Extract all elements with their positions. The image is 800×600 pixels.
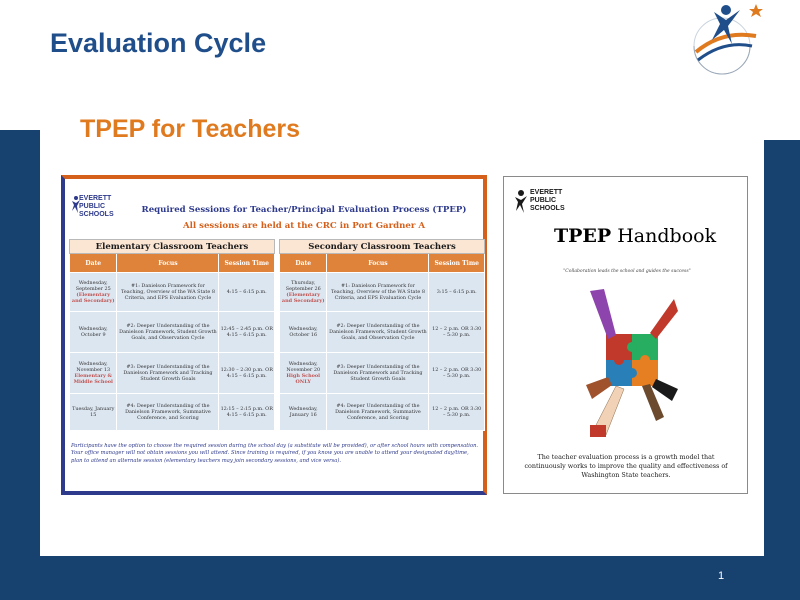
table-row: Wednesday, January 16 #4: Deeper Understanding of the Danielson Framework, Summative Conference, and Scoring 12 – 2 p.m. OR 3:30 – 5:30 p.m. [280,394,485,431]
school-logo-icon [514,189,528,215]
schedule-location: All sessions are held at the CRC in Port Gardner A [182,221,426,231]
district-logo-icon [686,0,772,80]
elementary-sessions-table [69,239,275,431]
handbook-description: The teacher evaluation process is a growth model that continuously works to improve the quality and effectiveness of Washington State teachers. [524,453,728,479]
page-title: Evaluation Cycle [50,28,267,58]
column-header: Focus [117,254,219,273]
table-heading: Elementary Classroom Teachers [70,240,275,254]
tpep-handbook-cover [503,176,748,494]
page-number: 1 [718,570,725,582]
session-schedule-document [61,175,487,495]
school-logo-text: EVERETT PUBLIC SCHOOLS [79,195,114,218]
table-row: Tuesday, January 15 #4: Deeper Understanding of the Danielson Framework, Summative Conference, and Scoring 12:15 – 2:15 p.m. OR 4:15 – 6:15 p.m. [70,394,275,431]
handbook-quote: "Collaboration leads the school and guides the success" [563,269,691,274]
column-header: Session Time [219,254,275,273]
school-logo-text: EVERETT PUBLIC SCHOOLS [530,189,565,212]
puzzle-hands-illustration-icon [586,289,678,439]
table-row: Thursday, September 26 (Elementary and Secondary) #1: Danielson Framework for Teaching, Overview of the WA State 8 Criteria, and EPS Evaluation Cycle 3:15 – 6:15 p.m. [280,273,485,312]
column-header: Date [70,254,117,273]
table-row: Wednesday, October 16 #2: Deeper Understanding of the Danielson Framework, Student Growth Goals, and Observation Cycle 12 – 2 p.m. OR 3:30 – 5:30 p.m. [280,312,485,353]
column-header: Date [280,254,327,273]
table-heading: Secondary Classroom Teachers [280,240,485,254]
schedule-title: Required Sessions for Teacher/Principal Evaluation Process (TPEP) [141,205,467,215]
handbook-title: TPEP Handbook [554,225,717,247]
table-row: Wednesday, November 20 High School ONLY #3: Deeper Understanding of the Danielson Framework and Tracking Student Growth Goals 12 – 2 p.m. OR 3:30 – 5:30 p.m. [280,353,485,394]
secondary-sessions-table [279,239,485,431]
table-row: Wednesday, October 9 #2: Deeper Understanding of the Danielson Framework, Student Growth Goals, and Observation Cycle 12:45 – 2:45 p.m. OR 4:15 – 6:15 p.m. [70,312,275,353]
column-header: Session Time [429,254,485,273]
slide-subtitle: TPEP for Teachers [80,115,300,143]
table-row: Wednesday, November 13 Elementary & Middle School #3: Deeper Understanding of the Danielson Framework and Tracking Student Growth Goals 12:30 – 2:30 p.m. OR 4:15 – 6:15 p.m. [70,353,275,394]
table-row: Wednesday, September 25 (Elementary and Secondary) #1: Danielson Framework for Teaching, Overview of the WA State 8 Criteria, and EPS Evaluation Cycle 4:15 – 6:15 p.m. [70,273,275,312]
column-header: Focus [327,254,429,273]
participation-note: Participants have the option to choose the required session during the school day (a substitute will be provided), or after school hours with compensation. Your office manager will not obtain sessions you will attend. Since training is required, if you know you are unable to attend your designated day/time, plan to attend an alternate session (elementary teachers may join secondary sessions, and vice versa). [71,443,479,464]
